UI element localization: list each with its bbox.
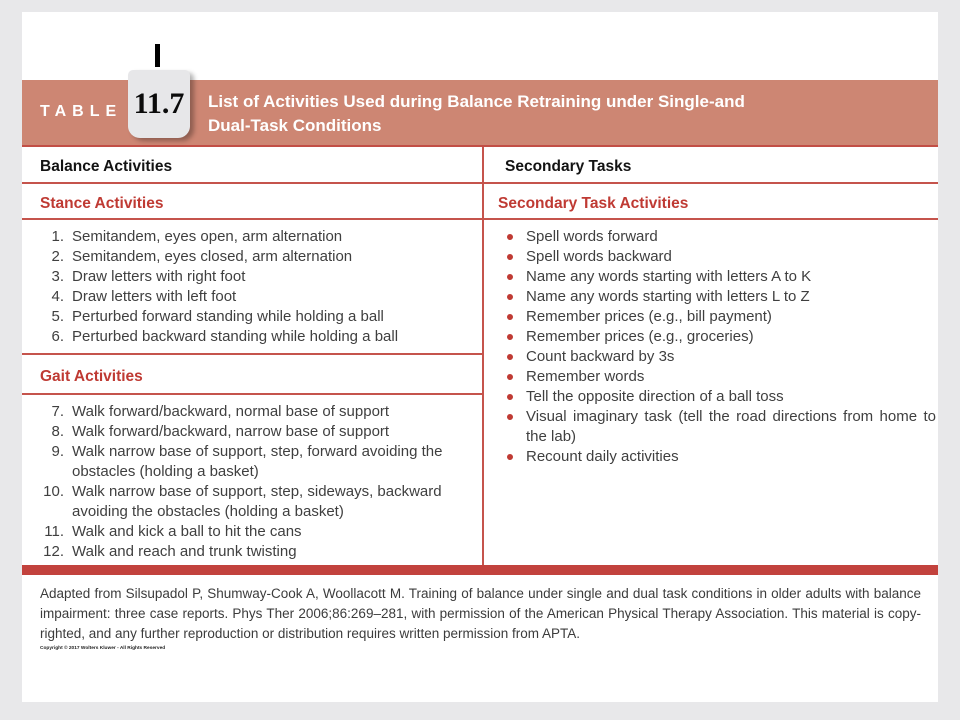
list-item [482, 447, 938, 467]
document-page [22, 12, 938, 702]
bullet-icon [507, 294, 513, 300]
list-item [482, 307, 938, 327]
item-number: 1. [51, 228, 64, 245]
list-item [32, 327, 482, 347]
list-item [482, 347, 938, 367]
section-header-stance: Stance Activities [40, 195, 164, 212]
bottom-rule-bar [22, 565, 938, 575]
item-text: Walk forward/backward, narrow base of support [72, 423, 390, 440]
table-number-badge [128, 70, 190, 138]
secondary-tasks-list [482, 227, 938, 467]
item-text: Perturbed backward standing while holding a ball [72, 328, 399, 345]
item-text: Name any words starting with letters A to K [526, 268, 812, 285]
table-title-line2: Dual-Task Conditions [208, 116, 382, 135]
section-header-secondary: Secondary Task Activities [498, 195, 689, 212]
item-number: 3. [51, 268, 64, 285]
list-item [482, 387, 938, 407]
source-citation [40, 584, 921, 644]
list-item [482, 247, 938, 267]
text-cursor[interactable] [155, 44, 160, 67]
list-item [32, 522, 482, 542]
list-item [32, 442, 482, 482]
section-header-gait: Gait Activities [40, 368, 143, 385]
list-item [32, 247, 482, 267]
list-item [32, 422, 482, 442]
list-item [482, 407, 938, 447]
list-item [32, 287, 482, 307]
item-text: Visual imaginary task (tell the road directions from home to the lab) [526, 408, 936, 445]
item-text: Walk narrow base of support, step, sideways, backward avoiding the obstacles (holding a basket) [72, 483, 442, 520]
item-text: Spell words forward [526, 228, 658, 245]
list-item [482, 327, 938, 347]
table-title-line1: List of Activities Used during Balance Retraining under Single-and [208, 92, 745, 111]
item-text: Walk and reach and trunk twisting [72, 543, 297, 560]
rule-under-column-headers [22, 182, 938, 184]
bullet-icon [507, 374, 513, 380]
item-number: 11. [44, 523, 64, 540]
list-item [32, 482, 482, 522]
bullet-icon [507, 334, 513, 340]
item-text: Remember words [526, 368, 645, 385]
item-text: Semitandem, eyes open, arm alternation [72, 228, 343, 245]
table-label: TABLE [40, 103, 123, 120]
bullet-icon [507, 274, 513, 280]
table-title [208, 90, 745, 138]
item-text: Semitandem, eyes closed, arm alternation [72, 248, 353, 265]
bullet-icon [507, 254, 513, 260]
item-text: Name any words starting with letters L to Z [526, 288, 810, 305]
left-column-header: Balance Activities [40, 158, 173, 175]
item-text: Remember prices (e.g., groceries) [526, 328, 754, 345]
bullet-icon [507, 414, 513, 420]
item-text: Perturbed forward standing while holding a ball [72, 308, 384, 325]
item-number: 9. [51, 443, 64, 460]
item-number: 6. [51, 328, 64, 345]
list-item [482, 367, 938, 387]
item-text: Tell the opposite direction of a ball toss [526, 388, 784, 405]
item-number: 10. [43, 483, 64, 500]
item-text: Draw letters with left foot [72, 288, 237, 305]
item-number: 7. [51, 403, 64, 420]
item-number: 2. [51, 248, 64, 265]
bullet-icon [507, 394, 513, 400]
item-text: Remember prices (e.g., bill payment) [526, 308, 772, 325]
list-item [32, 307, 482, 327]
stance-activities-list [32, 227, 482, 347]
list-item [32, 267, 482, 287]
citation-line: impairment: three case reports. Phys Ther 2006;86:269–281, with permission of the American Physical Therapy Association. This material is copy- [40, 606, 921, 621]
citation-line: Adapted from Silsupadol P, Shumway-Cook A, Woollacott M. Training of balance under single and dual task conditions in older adults with balance [40, 586, 921, 601]
list-item [32, 402, 482, 422]
right-column-header: Secondary Tasks [505, 158, 632, 175]
item-number: 4. [51, 288, 64, 305]
item-number: 5. [51, 308, 64, 325]
copyright-notice: Copyright © 2017 Wolters Kluwer - All Rights Reserved [40, 645, 166, 651]
item-text: Draw letters with right foot [72, 268, 246, 285]
list-item [482, 287, 938, 307]
item-text: Spell words backward [526, 248, 672, 265]
bullet-icon [507, 454, 513, 460]
item-number: 8. [51, 423, 64, 440]
item-text: Count backward by 3s [526, 348, 675, 365]
citation-line: righted, and any further reproduction or distribution requires written permission from APTA. [40, 626, 580, 641]
rule-above-gait [22, 353, 482, 355]
list-item [32, 227, 482, 247]
list-item [482, 227, 938, 247]
rule-under-section-headers [22, 218, 938, 220]
list-item [482, 267, 938, 287]
bullet-icon [507, 314, 513, 320]
bullet-icon [507, 234, 513, 240]
item-text: Recount daily activities [526, 448, 679, 465]
item-text: Walk forward/backward, normal base of support [72, 403, 390, 420]
item-text: Walk and kick a ball to hit the cans [72, 523, 302, 540]
item-number: 12. [43, 543, 64, 560]
list-item [32, 542, 482, 562]
table-number: 11.7 [133, 87, 185, 120]
gait-activities-list [32, 402, 482, 562]
bullet-icon [507, 354, 513, 360]
rule-under-gait [22, 393, 482, 395]
item-text: Walk narrow base of support, step, forward avoiding the obstacles (holding a basket) [72, 443, 443, 480]
